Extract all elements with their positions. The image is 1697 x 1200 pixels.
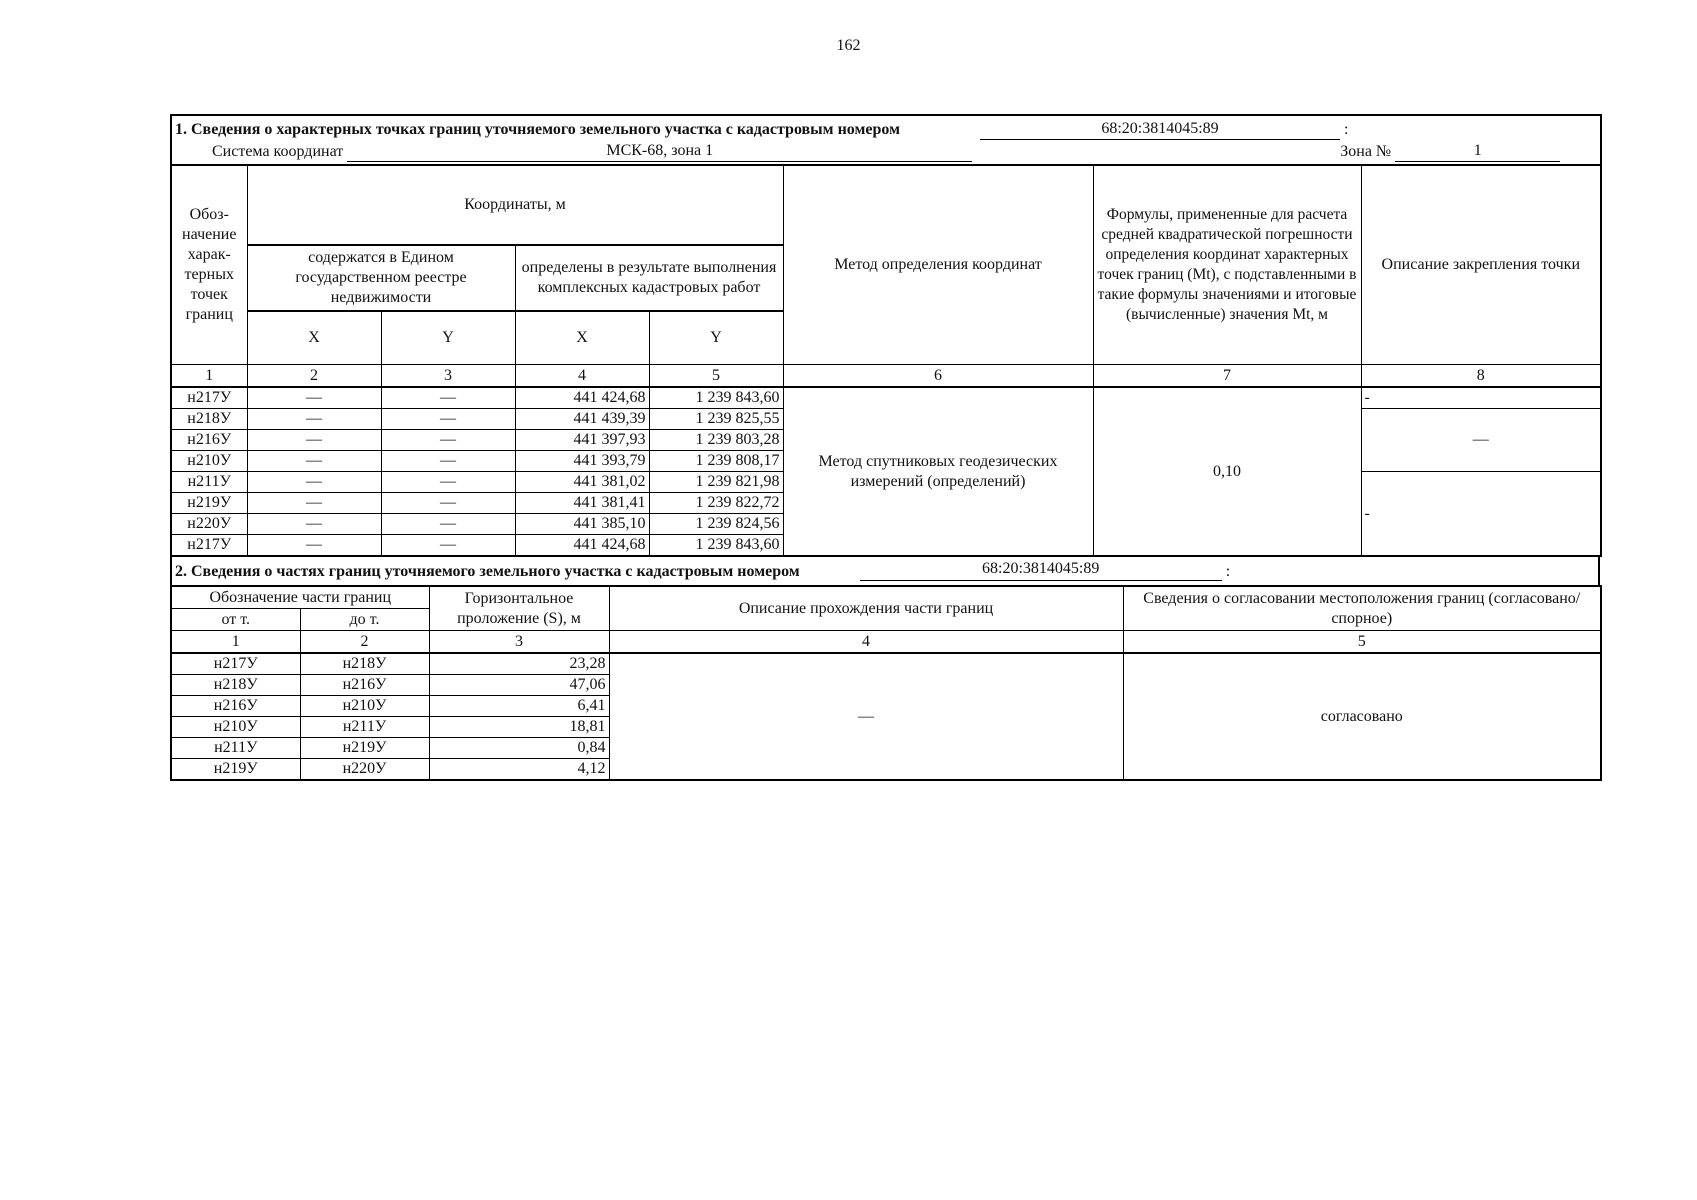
y-cell: 1 239 822,72 <box>649 493 783 514</box>
y-egrn-cell: — <box>381 472 515 493</box>
x-egrn-cell: — <box>247 430 381 451</box>
point-cell: н219У <box>171 493 247 514</box>
from-cell: н216У <box>171 696 300 717</box>
x-cell: 441 393,79 <box>515 451 649 472</box>
zone-label: Зона № <box>1340 142 1392 160</box>
distance-cell: 6,41 <box>429 696 609 717</box>
to-cell: н210У <box>300 696 429 717</box>
header-determined: определены в результате выполнения комплексных кадастровых работ <box>515 245 783 311</box>
y-cell: 1 239 843,60 <box>649 387 783 409</box>
y-egrn-cell: — <box>381 535 515 557</box>
fixing-value: - <box>1361 387 1601 409</box>
header-x-egrn: X <box>247 311 381 365</box>
x-egrn-cell: — <box>247 493 381 514</box>
header-formulas: Формулы, примененные для расчета средней квадратической погрешности определения координат характерных точек границ (Mt), с подставленными в такие формулы значениями и итоговые (вычисленные) значения Mt, м <box>1093 165 1361 365</box>
fixing-value: - <box>1361 472 1601 557</box>
document-body <box>170 114 1600 781</box>
y-egrn-cell: — <box>381 451 515 472</box>
zone-value: 1 <box>1395 141 1560 162</box>
x-cell: 441 385,10 <box>515 514 649 535</box>
y-cell: 1 239 803,28 <box>649 430 783 451</box>
y-egrn-cell: — <box>381 430 515 451</box>
point-cell: н216У <box>171 430 247 451</box>
x-egrn-cell: — <box>247 451 381 472</box>
table-row <box>171 387 1601 409</box>
section2-colon: : <box>1225 563 1231 580</box>
y-cell: 1 239 824,56 <box>649 514 783 535</box>
section1-colon: : <box>1343 120 1349 138</box>
to-cell: н216У <box>300 675 429 696</box>
y-egrn-cell: — <box>381 387 515 409</box>
x-egrn-cell: — <box>247 514 381 535</box>
distance-cell: 4,12 <box>429 759 609 781</box>
point-cell: н220У <box>171 514 247 535</box>
to-cell: н218У <box>300 653 429 675</box>
fixing-value: — <box>1361 409 1601 472</box>
header-agreement: Сведения о согласовании местоположения границ (согласовано/спорное) <box>1123 586 1601 631</box>
col-number: 6 <box>783 365 1093 388</box>
y-cell: 1 239 821,98 <box>649 472 783 493</box>
distance-cell: 47,06 <box>429 675 609 696</box>
section2-header <box>170 557 1600 585</box>
mt-value: 0,10 <box>1093 387 1361 556</box>
to-cell: н220У <box>300 759 429 781</box>
header-part-designation: Обозначение части границ <box>171 586 429 609</box>
coord-system-value: МСК-68, зона 1 <box>347 141 972 162</box>
x-cell: 441 381,02 <box>515 472 649 493</box>
header-y-egrn: Y <box>381 311 515 365</box>
col-number: 1 <box>171 365 247 388</box>
page-number: 162 <box>836 37 861 54</box>
x-egrn-cell: — <box>247 409 381 430</box>
point-cell: н210У <box>171 451 247 472</box>
table-row <box>171 653 1601 675</box>
header-distance: Горизонтальное проложение (S), м <box>429 586 609 631</box>
col-number: 1 <box>171 631 300 654</box>
y-egrn-cell: — <box>381 409 515 430</box>
section2-table <box>170 585 1602 781</box>
description-value: — <box>609 653 1123 780</box>
section1-cadastral-number: 68:20:3814045:89 <box>980 119 1340 140</box>
to-cell: н219У <box>300 738 429 759</box>
col-number: 2 <box>300 631 429 654</box>
x-egrn-cell: — <box>247 535 381 557</box>
section2-cadastral-number: 68:20:3814045:89 <box>860 560 1222 581</box>
header-x: X <box>515 311 649 365</box>
from-cell: н217У <box>171 653 300 675</box>
header-coordinates: Координаты, м <box>247 165 783 245</box>
point-cell: н217У <box>171 387 247 409</box>
distance-cell: 0,84 <box>429 738 609 759</box>
point-cell: н217У <box>171 535 247 557</box>
col-number: 8 <box>1361 365 1601 388</box>
column-numbers-row <box>171 631 1601 654</box>
col-number: 7 <box>1093 365 1361 388</box>
y-egrn-cell: — <box>381 514 515 535</box>
agreement-value: согласовано <box>1123 653 1601 780</box>
x-cell: 441 439,39 <box>515 409 649 430</box>
header-in-egrn: содержатся в Едином государственном реестре недвижимости <box>247 245 515 311</box>
distance-cell: 18,81 <box>429 717 609 738</box>
column-numbers-row <box>171 365 1601 388</box>
method-value: Метод спутниковых геодезических измерений (определений) <box>783 387 1093 556</box>
col-number: 4 <box>515 365 649 388</box>
to-cell: н211У <box>300 717 429 738</box>
col-number: 2 <box>247 365 381 388</box>
x-cell: 441 424,68 <box>515 387 649 409</box>
header-method: Метод определения координат <box>783 165 1093 365</box>
y-egrn-cell: — <box>381 493 515 514</box>
header-y: Y <box>649 311 783 365</box>
col-number: 5 <box>649 365 783 388</box>
coord-system-label: Система координат <box>212 142 344 160</box>
header-fixing: Описание закрепления точки <box>1361 165 1601 365</box>
from-cell: н210У <box>171 717 300 738</box>
col-number: 5 <box>1123 631 1601 654</box>
x-cell: 441 424,68 <box>515 535 649 557</box>
section1-table <box>170 114 1602 557</box>
distance-cell: 23,28 <box>429 653 609 675</box>
x-cell: 441 381,41 <box>515 493 649 514</box>
header-from: от т. <box>171 609 300 631</box>
section2-title: 2. Сведения о частях границ уточняемого земельного участка с кадастровым номером <box>175 563 800 580</box>
col-number: 4 <box>609 631 1123 654</box>
from-cell: н218У <box>171 675 300 696</box>
y-cell: 1 239 808,17 <box>649 451 783 472</box>
x-cell: 441 397,93 <box>515 430 649 451</box>
x-egrn-cell: — <box>247 387 381 409</box>
from-cell: н211У <box>171 738 300 759</box>
y-cell: 1 239 825,55 <box>649 409 783 430</box>
x-egrn-cell: — <box>247 472 381 493</box>
col-number: 3 <box>429 631 609 654</box>
y-cell: 1 239 843,60 <box>649 535 783 557</box>
point-cell: н211У <box>171 472 247 493</box>
header-designation: Обоз-начение харак-терных точек границ <box>171 165 247 365</box>
from-cell: н219У <box>171 759 300 781</box>
col-number: 3 <box>381 365 515 388</box>
header-description: Описание прохождения части границ <box>609 586 1123 631</box>
point-cell: н218У <box>171 409 247 430</box>
header-to: до т. <box>300 609 429 631</box>
section1-title: 1. Сведения о характерных точках границ уточняемого земельного участка с кадастровым номером <box>175 120 900 138</box>
